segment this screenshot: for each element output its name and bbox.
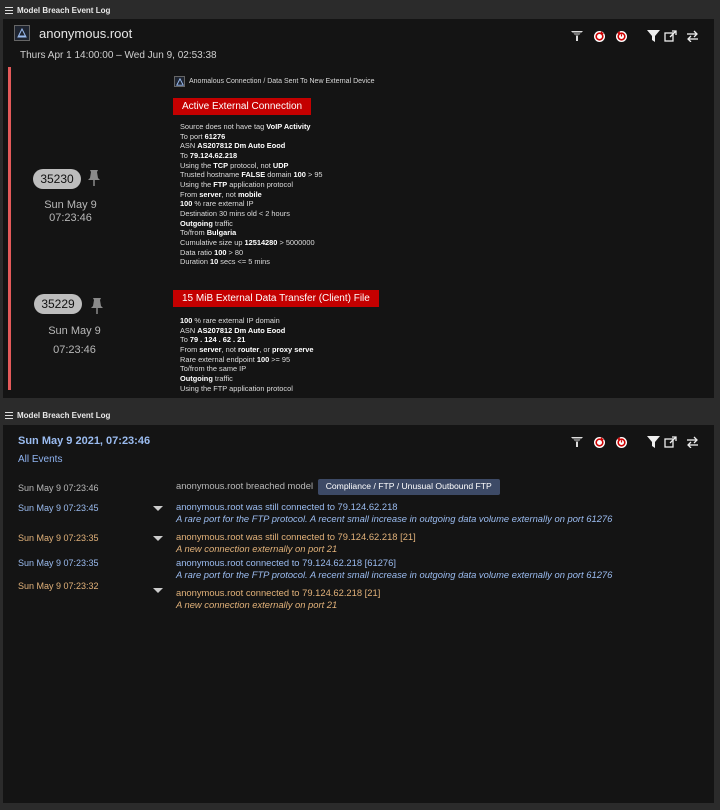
breach-detail-line: Rare external endpoint 100 >= 95 <box>180 354 291 364</box>
breach-time: 07:23:46 <box>49 212 92 224</box>
breach-score-pill[interactable]: 35230 <box>33 169 81 189</box>
event-entry[interactable] <box>176 587 380 610</box>
event-text: anonymous.root breached model <box>176 480 314 491</box>
date-range: Thurs Apr 1 14:00:00 – Wed Jun 9, 02:53:38 <box>20 50 217 61</box>
breach-detail-line: ASN AS207812 Dm Auto Eood <box>180 325 286 335</box>
breach-detail-line: 100 % rare external IP domain <box>180 316 280 325</box>
breach-details <box>180 316 314 393</box>
expand-caret-icon[interactable] <box>153 588 163 593</box>
breach-detail-line: To/from Bulgaria <box>180 228 237 238</box>
device-name[interactable]: anonymous.root <box>39 25 133 41</box>
panel-title-bar <box>0 1 720 19</box>
breach-model-header[interactable] <box>174 76 374 87</box>
event-time: Sun May 9 07:23:45 <box>18 503 99 513</box>
event-text: anonymous.root was still connected to 79.124.62.218 <box>176 501 398 512</box>
refresh-red-icon[interactable] <box>592 29 606 43</box>
expand-caret-icon[interactable] <box>153 536 163 541</box>
event-entry[interactable] <box>176 531 416 554</box>
filter-icon[interactable] <box>646 435 660 449</box>
event-time: Sun May 9 07:23:46 <box>18 483 99 493</box>
event-log-title: Sun May 9 2021, 07:23:46 <box>18 435 151 447</box>
popout-icon[interactable] <box>663 29 677 43</box>
event-time: Sun May 9 07:23:32 <box>18 581 99 591</box>
popout-icon[interactable] <box>663 435 677 449</box>
breach-time: 07:23:46 <box>53 344 96 356</box>
event-entry[interactable] <box>176 557 612 580</box>
event-text: anonymous.root connected to 79.124.62.218 [61276] <box>176 557 396 568</box>
swap-arrows-icon[interactable] <box>685 29 699 43</box>
breach-detail-line: Cumulative size up 12514280 > 5000000 <box>180 237 315 247</box>
breach-detail-line: Using the FTP application protocol <box>180 383 293 393</box>
breach-details <box>180 122 323 267</box>
breach-detail-line: From server, not router, or proxy serve <box>180 344 314 354</box>
breach-detail-line: Destination 30 mins old < 2 hours <box>180 208 290 218</box>
layers-filter-icon[interactable] <box>570 435 584 449</box>
breach-detail-line: Outgoing traffic <box>180 373 233 383</box>
toolbar <box>562 29 699 43</box>
breach-detail-line: Trusted hostname FALSE domain 100 > 95 <box>180 170 323 180</box>
expand-caret-icon[interactable] <box>153 506 163 511</box>
event-entry[interactable] <box>176 501 612 524</box>
model-badge[interactable]: Compliance / FTP / Unusual Outbound FTP <box>318 479 500 495</box>
menu-icon[interactable] <box>5 412 13 419</box>
event-note: A new connection externally on port 21 <box>176 542 338 554</box>
event-time: Sun May 9 07:23:35 <box>18 533 99 543</box>
menu-icon[interactable] <box>5 7 13 14</box>
history-red-icon[interactable] <box>614 435 628 449</box>
model-triangle-icon <box>174 76 185 87</box>
breach-detail-line: Data ratio 100 > 80 <box>180 247 244 257</box>
panel-title-bar <box>0 406 720 424</box>
breach-date: Sun May 9 <box>44 199 97 211</box>
toolbar <box>562 435 699 449</box>
device-triangle-icon <box>14 25 30 41</box>
event-note: A new connection externally on port 21 <box>176 598 338 610</box>
breach-detail-line: Duration 10 secs <= 5 mins <box>180 257 270 267</box>
breach-date: Sun May 9 <box>48 325 101 337</box>
device-header <box>14 25 132 41</box>
panel-title: Model Breach Event Log <box>17 410 111 420</box>
breach-detail-line: To 79 . 124 . 62 . 21 <box>180 335 246 345</box>
breach-panel <box>3 19 714 398</box>
breach-detail-line: Source does not have tag VoIP Activity <box>180 122 311 131</box>
all-events-link[interactable]: All Events <box>18 454 63 465</box>
breach-detail-line: Using the FTP application protocol <box>180 179 293 189</box>
breach-detail-line: 100 % rare external IP <box>180 199 254 209</box>
breach-detail-line: ASN AS207812 Dm Auto Eood <box>180 141 286 151</box>
pin-icon[interactable] <box>90 297 104 315</box>
layers-filter-icon[interactable] <box>570 29 584 43</box>
event-text: anonymous.root connected to 79.124.62.218 [21] <box>176 587 381 598</box>
breach-detail-line: To/from the same IP <box>180 364 247 374</box>
filter-icon[interactable] <box>646 29 660 43</box>
event-log-panel <box>3 425 714 803</box>
swap-arrows-icon[interactable] <box>685 435 699 449</box>
pin-icon[interactable] <box>87 169 101 187</box>
breach-tag[interactable]: Active External Connection <box>173 98 311 115</box>
breach-model-name: Anomalous Connection / Data Sent To New External Device <box>189 78 375 85</box>
event-note: A rare port for the FTP protocol. A recent small increase in outgoing data volume externally on port 61276 <box>176 568 613 580</box>
history-red-icon[interactable] <box>614 29 628 43</box>
breach-detail-line: Outgoing traffic <box>180 218 233 228</box>
breach-tag[interactable]: 15 MiB External Data Transfer (Client) File <box>173 290 379 307</box>
breach-score-pill[interactable]: 35229 <box>34 294 82 314</box>
breach-detail-line: To port 61276 <box>180 131 226 141</box>
event-text: anonymous.root was still connected to 79.124.62.218 [21] <box>176 531 416 542</box>
breach-detail-line: From server, not mobile <box>180 189 262 199</box>
refresh-red-icon[interactable] <box>592 435 606 449</box>
event-entry[interactable] <box>176 479 500 495</box>
breach-severity-bar <box>8 67 11 390</box>
breach-detail-line: To 79.124.62.218 <box>180 150 238 160</box>
event-time: Sun May 9 07:23:35 <box>18 558 99 568</box>
breach-detail-line: Using the TCP protocol, not UDP <box>180 160 289 170</box>
panel-title: Model Breach Event Log <box>17 5 111 15</box>
event-note: A rare port for the FTP protocol. A recent small increase in outgoing data volume externally on port 61276 <box>176 512 613 524</box>
